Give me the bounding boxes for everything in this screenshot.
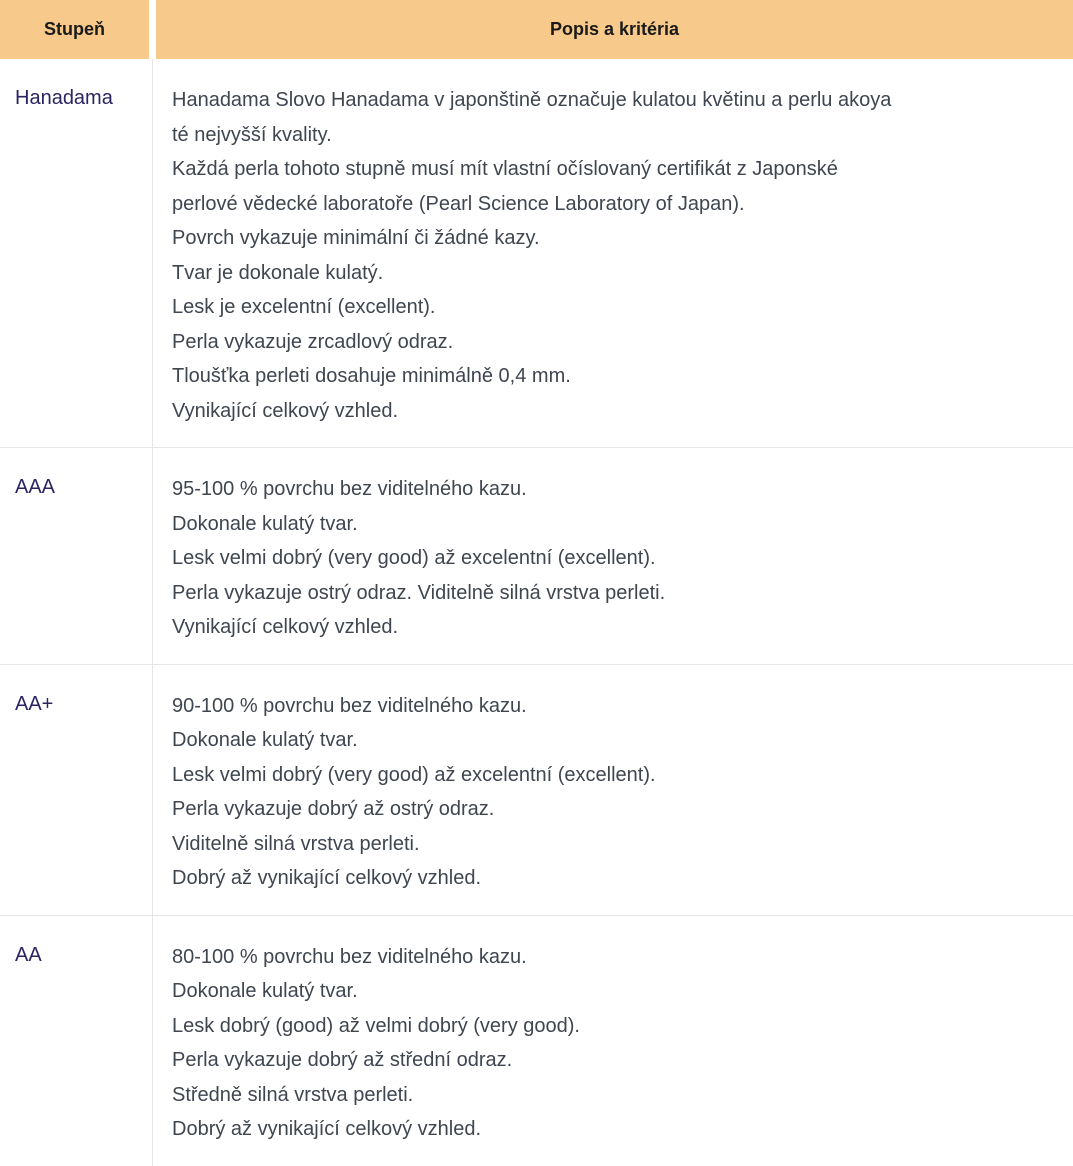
description-cell <box>153 916 1073 1166</box>
criterion-line: Viditelně silná vrstva perleti. <box>172 832 420 855</box>
criterion-line: Lesk velmi dobrý (very good) až excelentní (excellent). <box>172 547 656 569</box>
grade-cell: AA+ <box>0 665 153 915</box>
table-header <box>0 0 1073 59</box>
table-body <box>0 59 1073 1166</box>
criterion-line: Dokonale kulatý tvar. <box>172 729 358 751</box>
criterion-line: Dobrý až vynikající celkový vzhled. <box>172 1118 482 1140</box>
criterion-line: Lesk je excelentní (excellent). <box>172 296 436 318</box>
criterion-line: perlové vědecké laboratoře (Pearl Science Laboratory of Japan). <box>172 192 745 215</box>
criterion-line: Perla vykazuje dobrý až ostrý odraz. <box>172 798 495 820</box>
criterion-line: Dokonale kulatý tvar. <box>172 512 358 535</box>
criterion-line: Perla vykazuje ostrý odraz. Viditelně silná vrstva perleti. <box>172 581 666 604</box>
criterion-line: té nejvyšší kvality. <box>172 123 332 146</box>
table-row <box>0 448 1073 665</box>
criterion-line: Hanadama Slovo Hanadama v japonštině označuje kulatou květinu a perlu akoya <box>172 89 892 111</box>
header-grade: Stupeň <box>0 0 149 59</box>
criterion-line: Středně silná vrstva perleti. <box>172 1083 414 1106</box>
criterion-line: Dobrý až vynikající celkový vzhled. <box>172 867 482 889</box>
table-row <box>0 665 1073 916</box>
table-row <box>0 916 1073 1166</box>
grade-cell: AAA <box>0 448 153 664</box>
criterion-line: Perla vykazuje zrcadlový odraz. <box>172 330 454 353</box>
table-row <box>0 59 1073 448</box>
header-separator <box>149 0 156 59</box>
criterion-line: Tloušťka perleti dosahuje minimálně 0,4 mm. <box>172 365 571 387</box>
description-cell <box>153 59 1073 447</box>
criterion-line: Každá perla tohoto stupně musí mít vlastní očíslovaný certifikát z Japonské <box>172 158 838 180</box>
criterion-line: 80-100 % povrchu bez viditelného kazu. <box>172 945 527 968</box>
grade-cell: AA <box>0 916 153 1166</box>
criterion-line: 90-100 % povrchu bez viditelného kazu. <box>172 694 527 717</box>
criterion-line: Vynikající celkový vzhled. <box>172 616 399 638</box>
criterion-line: 95-100 % povrchu bez viditelného kazu. <box>172 478 527 500</box>
criterion-line: Tvar je dokonale kulatý. <box>172 261 384 284</box>
criterion-line: Lesk velmi dobrý (very good) až excelentní (excellent). <box>172 763 656 786</box>
description-cell <box>153 665 1073 915</box>
criterion-line: Lesk dobrý (good) až velmi dobrý (very good). <box>172 1014 580 1037</box>
header-description: Popis a kritéria <box>156 0 1073 59</box>
grade-cell: Hanadama <box>0 59 153 447</box>
criterion-line: Dokonale kulatý tvar. <box>172 980 358 1002</box>
criterion-line: Vynikající celkový vzhled. <box>172 399 399 422</box>
criterion-line: Povrch vykazuje minimální či žádné kazy. <box>172 227 540 249</box>
criterion-line: Perla vykazuje dobrý až střední odraz. <box>172 1049 513 1071</box>
description-cell <box>153 448 1073 664</box>
